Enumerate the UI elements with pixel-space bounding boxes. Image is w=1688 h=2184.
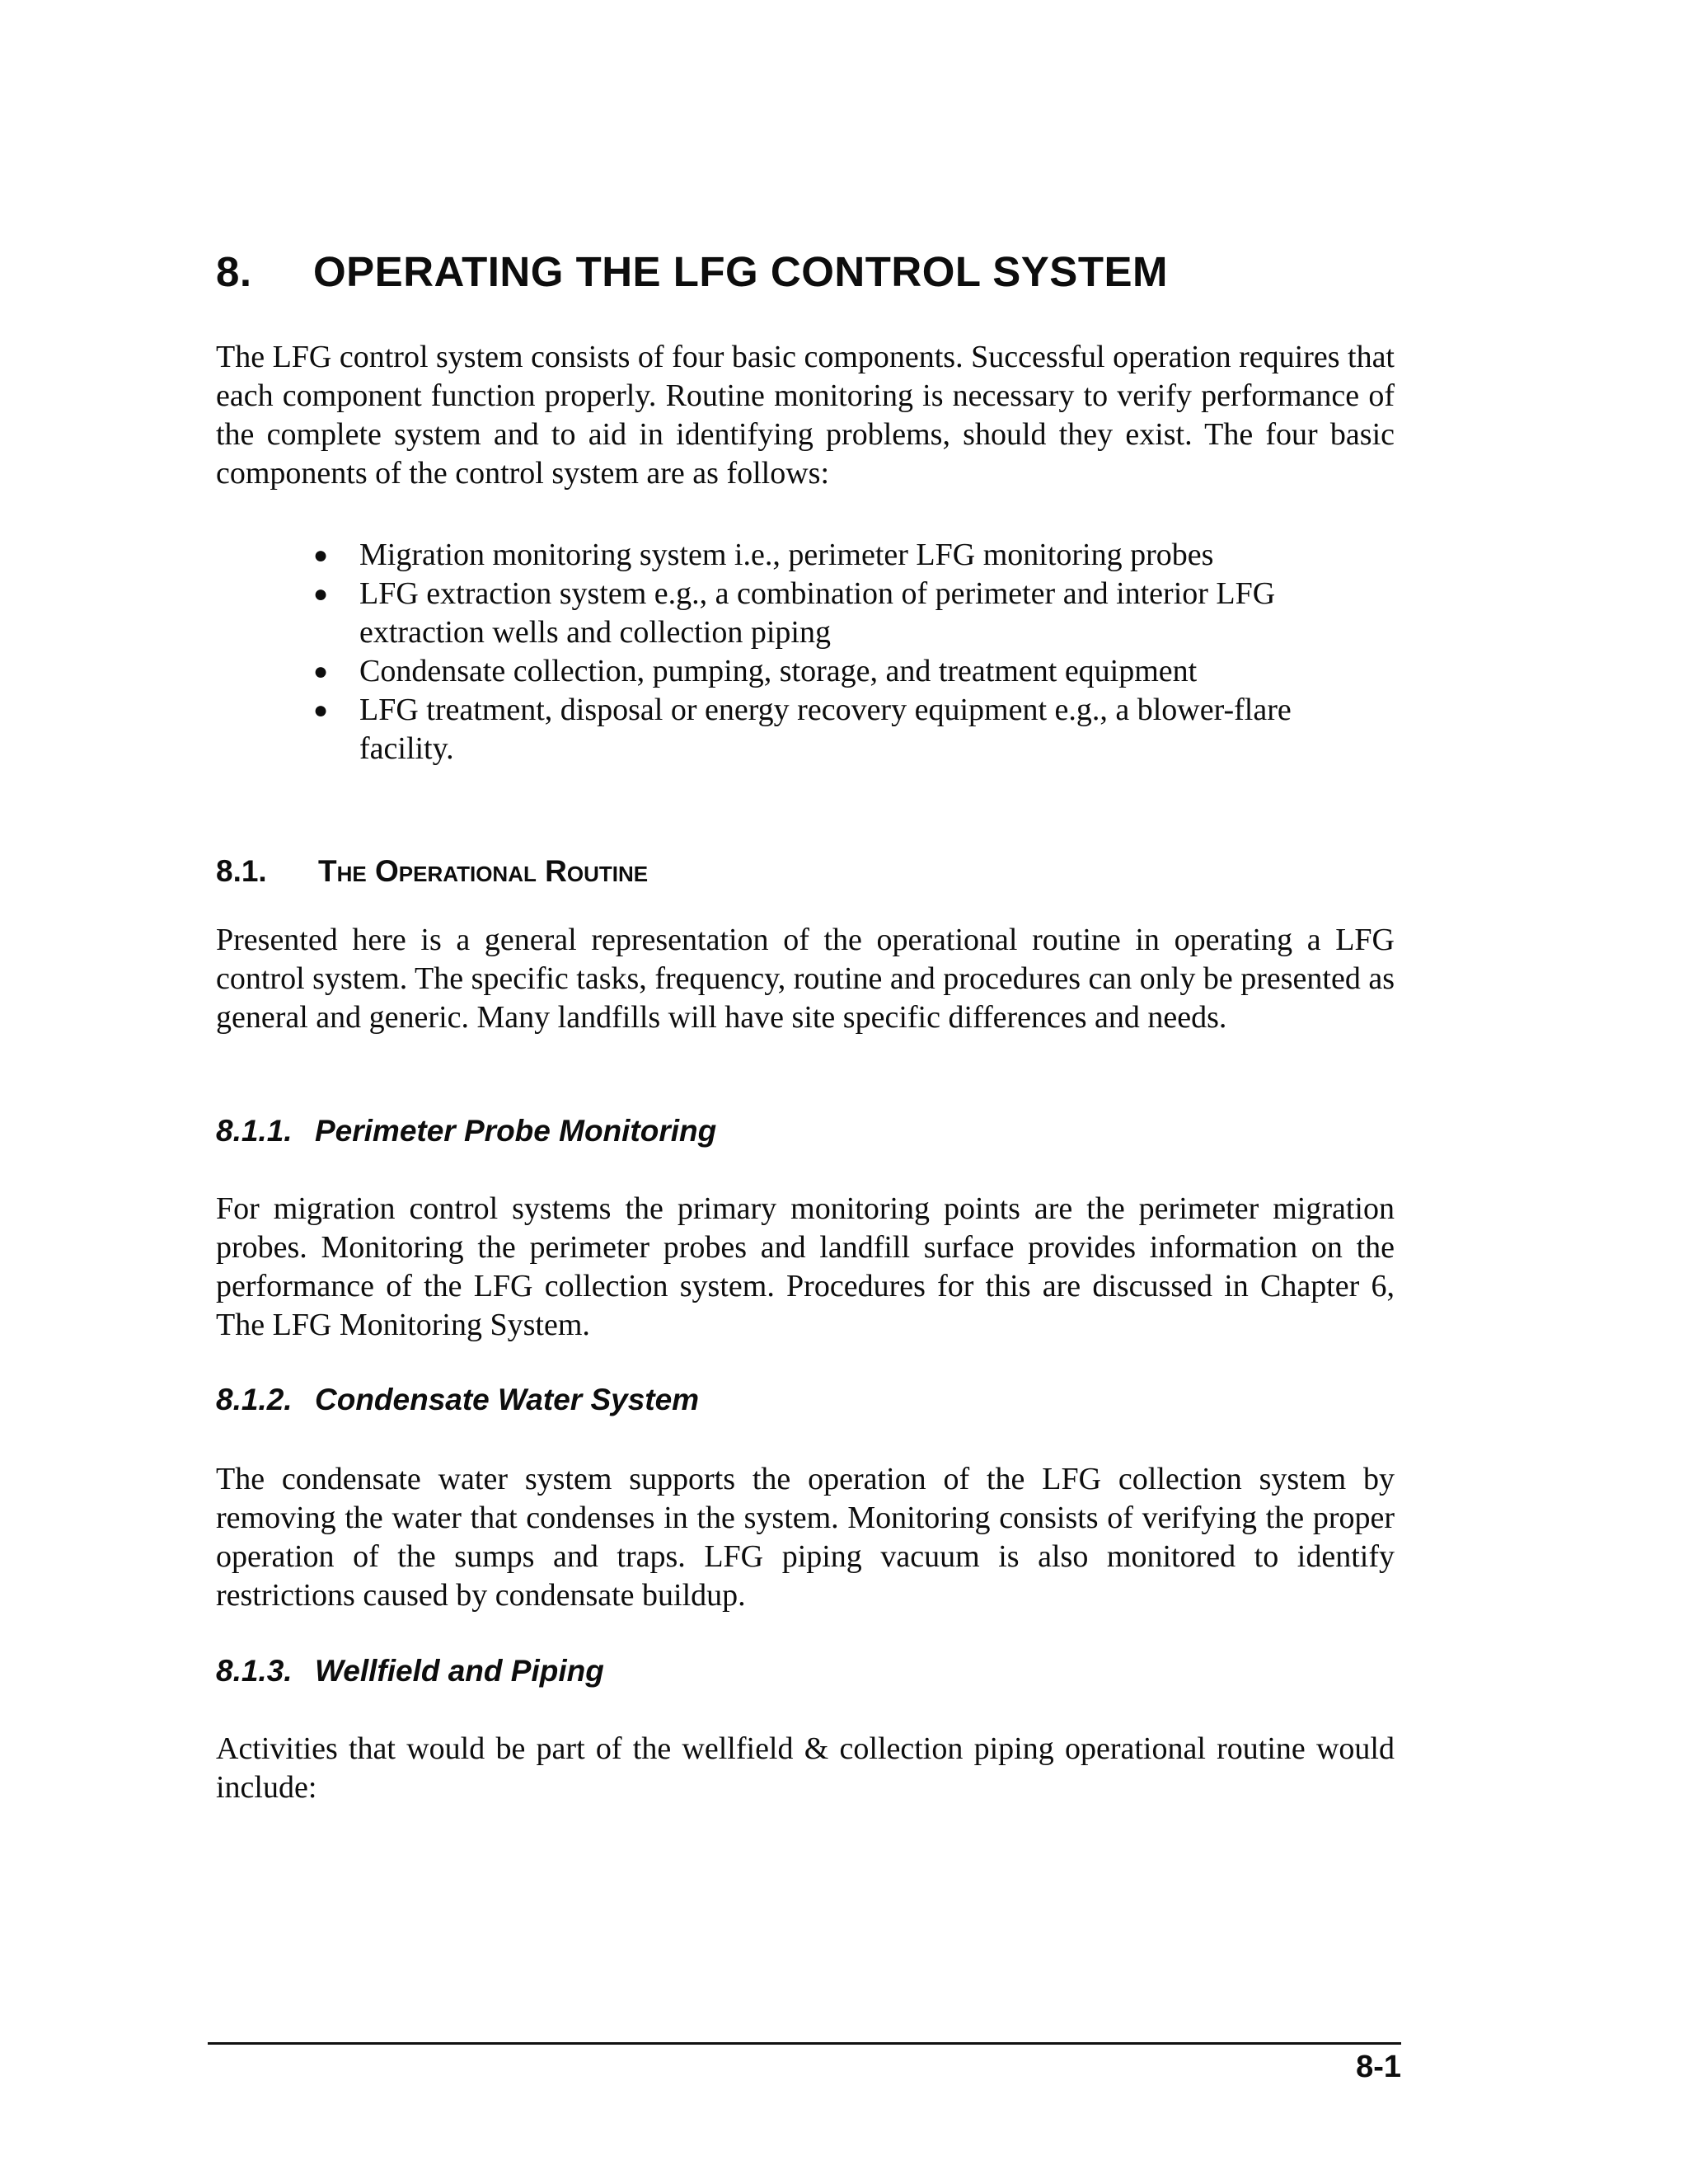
section-number: 8.1. [216, 854, 267, 888]
list-item [313, 652, 1385, 691]
chapter-title: OPERATING THE LFG CONTROL SYSTEM [313, 248, 1168, 295]
subsection-heading-8-1-1 [216, 1113, 716, 1149]
section-8-1-paragraph: Presented here is a general representation of the operational routine in operating a LFG control system. The specific tasks, frequency, routine and procedures can only be presented as general and generic. Many landfills will have site specific differences and needs. [216, 923, 1395, 1035]
list-item [313, 536, 1385, 575]
chapter-heading [216, 247, 1168, 297]
list-item [313, 575, 1385, 652]
list-item-text: LFG treatment, disposal or energy recovery equipment e.g., a blower-flare facility. [359, 693, 1292, 766]
bullet-icon: ● [313, 542, 329, 569]
section-8-1-1-paragraph: For migration control systems the primary monitoring points are the perimeter migration probes. Monitoring the perimeter probes and landfill surface provides information on the performance of the LFG collection system. Procedures for this are discussed in Chapter 6, The LFG Monitoring System. [216, 1191, 1395, 1342]
footer-divider [208, 2042, 1401, 2045]
bullet-icon: ● [313, 697, 329, 724]
section-8-1-3-paragraph: Activities that would be part of the wellfield & collection piping operational routine would include: [216, 1731, 1395, 1805]
chapter-intro-paragraph: The LFG control system consists of four basic components. Successful operation requires that each component function properly. Routine monitoring is necessary to verify performance of the complete system and to aid in identifying problems, should they exist. The four basic components of the control system are as follows: [216, 340, 1395, 491]
section-heading-8-1 [216, 853, 648, 890]
section-8-1-2-paragraph: The condensate water system supports the operation of the LFG collection system by removing the water that condenses in the system. Monitoring consists of verifying the proper operation of the sumps and traps. LFG piping vacuum is also monitored to identify restrictions caused by condensate buildup. [216, 1462, 1395, 1613]
subsection-number: 8.1.1. [216, 1114, 293, 1148]
subsection-number: 8.1.3. [216, 1654, 293, 1688]
list-item-text: Migration monitoring system i.e., perimeter LFG monitoring probes [359, 538, 1214, 572]
page-number: 8-1 [1356, 2050, 1401, 2084]
subsection-heading-8-1-3 [216, 1653, 604, 1689]
subsection-heading-8-1-2 [216, 1382, 699, 1418]
list-item-text: Condensate collection, pumping, storage, and treatment equipment [359, 654, 1198, 688]
subsection-title: Wellfield and Piping [315, 1654, 604, 1688]
list-item [313, 691, 1385, 768]
bullet-icon: ● [313, 658, 329, 685]
subsection-number: 8.1.2. [216, 1383, 293, 1416]
subsection-title: Perimeter Probe Monitoring [315, 1114, 717, 1148]
components-list [313, 536, 1385, 768]
subsection-title: Condensate Water System [315, 1383, 700, 1416]
bullet-icon: ● [313, 580, 329, 608]
chapter-number: 8. [216, 248, 252, 295]
section-title: The Operational Routine [318, 854, 649, 888]
list-item-text: LFG extraction system e.g., a combination of perimeter and interior LFG extraction wells and collection piping [359, 576, 1276, 650]
